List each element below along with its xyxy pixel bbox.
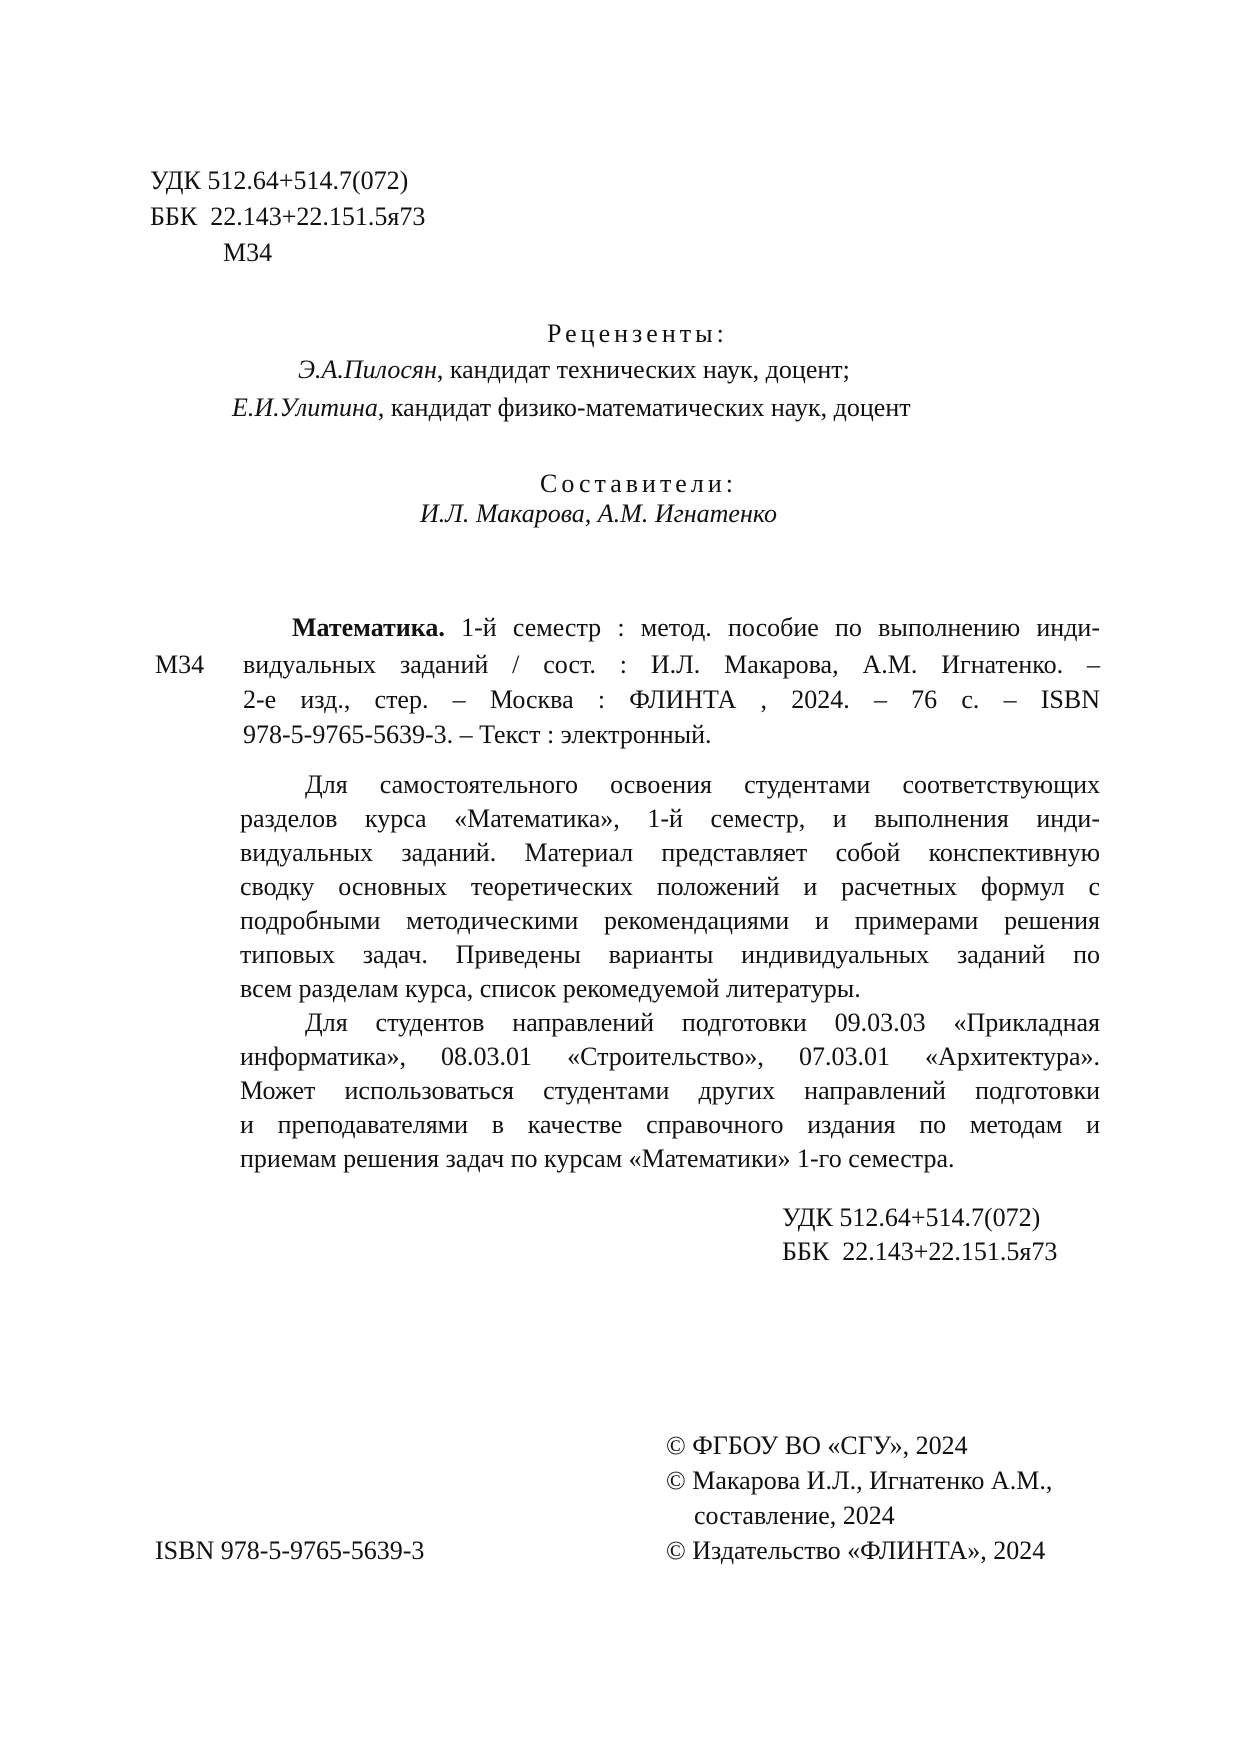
isbn: ISBN 978-5-9765-5639-3 (155, 1536, 425, 1565)
reviewer-desc: , кандидат физико-математических наук, доцент (377, 393, 911, 422)
bibliography-line: 2-е изд., стер. – Москва : ФЛИНТА , 2024. – 76 с. – ISBN (243, 685, 1100, 714)
abstract-line: и преподавателями в качестве справочного издания по методам и (240, 1110, 1100, 1139)
top-udk: УДК 512.64+514.7(072) (150, 166, 409, 195)
compilers-heading: Составители: (540, 469, 737, 498)
bibliography-line: 978-5-9765-5639-3. – Текст : электронный. (243, 720, 712, 749)
reviewer-name: Э.А.Пилосян (298, 355, 437, 384)
top-author-mark: М34 (223, 238, 273, 267)
abstract-line: Для студентов направлений подготовки 09.03.03 «Прикладная (305, 1008, 1100, 1037)
copyright-2: © Макарова И.Л., Игнатенко А.М., (666, 1466, 1053, 1495)
abstract-line: Может использоваться студентами других направлений подготовки (240, 1076, 1100, 1105)
abstract-line: подробными методическими рекомендациями и примерами решения (240, 906, 1100, 935)
compilers-names: И.Л. Макарова, А.М. Игнатенко (420, 499, 778, 528)
reviewer-desc: , кандидат технических наук, доцент; (436, 355, 850, 384)
bibliography-title: Математика. (292, 613, 445, 642)
copyright-3: © Издательство «ФЛИНТА», 2024 (666, 1536, 1046, 1565)
abstract-line: сводку основных теоретических положений и расчетных формул с (240, 872, 1100, 901)
reviewer-name: Е.И.Улитина (232, 393, 378, 422)
reviewers-heading: Рецензенты: (547, 319, 728, 348)
bibliography-text: 1-й семестр : метод. пособие по выполнению инди- (444, 613, 1100, 642)
reviewer-1 (298, 355, 850, 385)
reviewer-2 (232, 393, 911, 423)
bottom-udk: УДК 512.64+514.7(072) (782, 1203, 1041, 1232)
abstract-line: разделов курса «Математика», 1-й семестр, и выполнения инди- (240, 804, 1100, 833)
abstract-line: видуальных заданий. Материал представляет собой конспективную (240, 838, 1100, 867)
abstract-line: информатика», 08.03.01 «Строительство», 07.03.01 «Архитектура». (240, 1042, 1100, 1071)
bibliography-line: видуальных заданий / сост. : И.Л. Макарова, А.М. Игнатенко. – (243, 650, 1100, 679)
bottom-bbk: ББК 22.143+22.151.5я73 (782, 1237, 1058, 1266)
bibliography-mark: М34 (155, 650, 205, 679)
top-bbk: ББК 22.143+22.151.5я73 (150, 202, 426, 231)
copyright-1: © ФГБОУ ВО «СГУ», 2024 (666, 1431, 968, 1460)
abstract-line: типовых задач. Приведены варианты индивидуальных заданий по (240, 940, 1100, 969)
abstract-line: приемам решения задач по курсам «Математики» 1-го семестра. (240, 1144, 955, 1173)
copyright-2-cont: составление, 2024 (694, 1501, 895, 1530)
bibliography-line-1 (292, 613, 1100, 643)
abstract-line: Для самостоятельного освоения студентами соответствующих (305, 770, 1100, 799)
abstract-line: всем разделам курса, список рекомедуемой литературы. (240, 974, 861, 1003)
